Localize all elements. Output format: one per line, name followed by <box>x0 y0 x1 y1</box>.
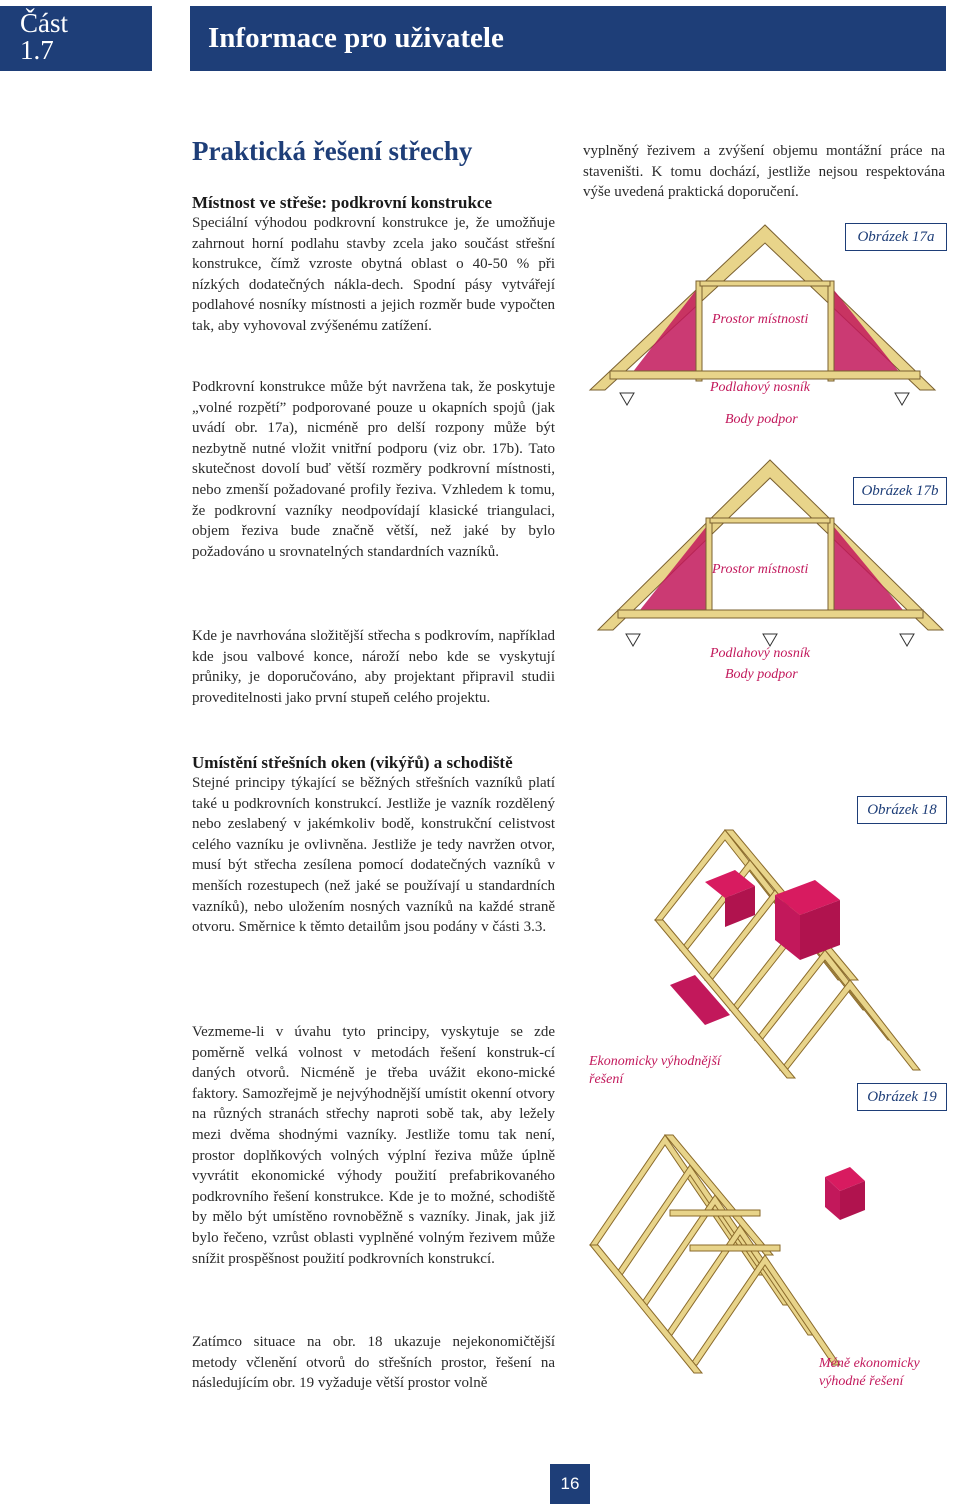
fig19-note-text: Méně ekonomicky výhodné řešení <box>819 1356 920 1389</box>
figure-17a-caption: Obrázek 17a <box>845 223 947 251</box>
fig17a-left-post <box>696 281 702 381</box>
figure-17a-diagram <box>590 225 935 435</box>
fig17b-right-support-arrow <box>900 634 914 646</box>
fig17a-right-post <box>828 281 834 381</box>
fig17a-floor-beam-label: Podlahový nosník <box>710 380 810 395</box>
fig18-stairs <box>670 975 730 1025</box>
fig17b-middle-support-arrow <box>763 634 777 646</box>
left-column-block-2 <box>192 752 555 938</box>
fig17a-right-support-arrow <box>895 393 909 405</box>
part-number-box <box>0 6 152 71</box>
paragraph-3: Kde je navrhována složitější střecha s podkrovím, například kde jsou valbové konce, nároží nebo kde se vyskytují průniky, je doporučováno, aby projektant připravil studii proveditelnosti jako první stupeň celého projektu. <box>192 628 555 706</box>
figure-19-caption: Obrázek 19 <box>857 1083 947 1111</box>
fig17a-floor-beam <box>610 371 920 379</box>
page-number: 16 <box>550 1464 590 1504</box>
part-number: 1.7 <box>20 35 54 65</box>
page-header-title: Informace pro uživatele <box>190 6 946 71</box>
paragraph-5: Vezmeme-li v úvahu tyto principy, vyskytuje se zde poměrně velká volnost v metodách řešení konstruk-cí daných otvorů. Nicméně je třeba uvážit ekono-mické faktory. Samozřejmě je nejvýhodnější umístit okenní otvory na různých stranách střechy naproti sobě tak, aby ležely mezi dvěma shodnými vazníky. Jestliže tomu tak není, prostor doplňkových volných výplní řeziva může úplně vyvrátit ekonomické výhody použití prefabrikovaného podkrovního řešení konstrukce. Kde je to možné, schodiště by mělo být umístěno rovnoběžně s vazníky. Jinak, jak již bylo řečeno, vzrůst oblasti vyplněné volným řezivem může snížit prospěšnost použití podkrovních konstrukcí. <box>192 1024 555 1267</box>
figure-17b-diagram <box>598 460 943 660</box>
fig17a-collar-tie <box>700 281 830 286</box>
fig19-trimmer-2 <box>690 1245 780 1251</box>
section-title: Praktická řešení střechy <box>192 136 473 166</box>
fig17b-room-label: Prostor místnosti <box>712 562 809 577</box>
fig17a-room-label: Prostor místnosti <box>712 312 809 327</box>
paragraph-1: Speciální výhodou podkrovní konstrukce je, že umožňuje zahrnout horní podlahu stavby zcela jako součást střešní konstrukce, čímž vzroste obytná oblast o 40-50 % při nízkých dodatečných nákla-dech. Spodní pásy vytvářejí podlahové nosníky místnosti a jejich rozměr bude vypočten tak, aby vyhovoval zvýšenému zatížení. <box>192 215 555 334</box>
left-column-block-1 <box>192 192 555 337</box>
paragraph-continuation: vyplněný řezivem a zvýšení objemu montážní práce na staveništi. K tomu dochází, jestliže nejsou respektována výše uvedená praktická doporučení. <box>583 143 945 201</box>
fig17b-collar-tie <box>710 518 830 523</box>
fig19-trimmer-1 <box>670 1210 760 1216</box>
figure-18-caption: Obrázek 18 <box>857 796 947 824</box>
figure-17b-caption: Obrázek 17b <box>853 477 947 505</box>
fig17b-floor-beam-label: Podlahový nosník <box>710 646 810 661</box>
fig19-ridge-beam <box>665 1135 773 1255</box>
figure-19-diagram <box>590 1095 870 1380</box>
subheading-attic-construction: Místnost ve střeše: podkrovní konstrukce <box>192 193 493 212</box>
fig18-note-text: Ekonomicky výhodnější řešení <box>589 1054 721 1087</box>
fig19-note <box>819 1355 939 1391</box>
fig18-note <box>589 1053 739 1089</box>
fig17b-room-left-triangle <box>640 522 710 610</box>
part-label: Část <box>20 8 69 38</box>
figure-18-diagram <box>655 800 945 1085</box>
fig17b-floor-beam <box>618 610 923 618</box>
fig17b-left-support-arrow <box>626 634 640 646</box>
fig17b-right-post <box>828 518 834 618</box>
fig17a-left-support-arrow <box>620 393 634 405</box>
fig17b-supports-label: Body podpor <box>725 667 798 682</box>
paragraph-4: Stejné principy týkající se běžných střešních vazníků platí také u podkrovních konstrukcí. Jestliže je vazník rozdělený nebo zeslabený v jakémkoliv bodě, konstrukční celistvost celého vazníku je ovlivněna. Jestliže je tedy navržen otvor, musí být střecha zesílena pomocí dodatečných vazníků v menších rozestupech (než jaké se používají u standardních vazníků), nebo uložením nosných vazníků na každé straně otvoru. Směrnice k těmto detailům jsou podány v části 3.3. <box>192 775 555 936</box>
paragraph-6: Zatímco situace na obr. 18 ukazuje nejekonomičtější metody včlenění otvorů do střešních prostor, řešení na následujícím obr. 19 vyžaduje větší prostor volně <box>192 1334 555 1392</box>
subheading-roof-windows: Umístění střešních oken (vikýřů) a schodiště <box>192 753 513 772</box>
fig17a-supports-label: Body podpor <box>725 412 798 427</box>
paragraph-2: Podkrovní konstrukce může být navržena tak, že poskytuje „volné rozpětí” podporované pouze u okapních spojů (jak uvádí obr. 17a), nicméně pro delší rozpony může být nezbytně nutné vložit vnitřní podporu (viz obr. 17b). Tato skutečnost dovolí buď větší rozměry podkrovní místnosti, nebo zmenší požadované profily řeziva. Vzhledem k tomu, že podkrovní vazníky neodpovídají klasické triangulaci, objem řeziva bude značně větší, než jaké by bylo požadováno u srovnatelných standardních vazníků. <box>192 379 555 560</box>
